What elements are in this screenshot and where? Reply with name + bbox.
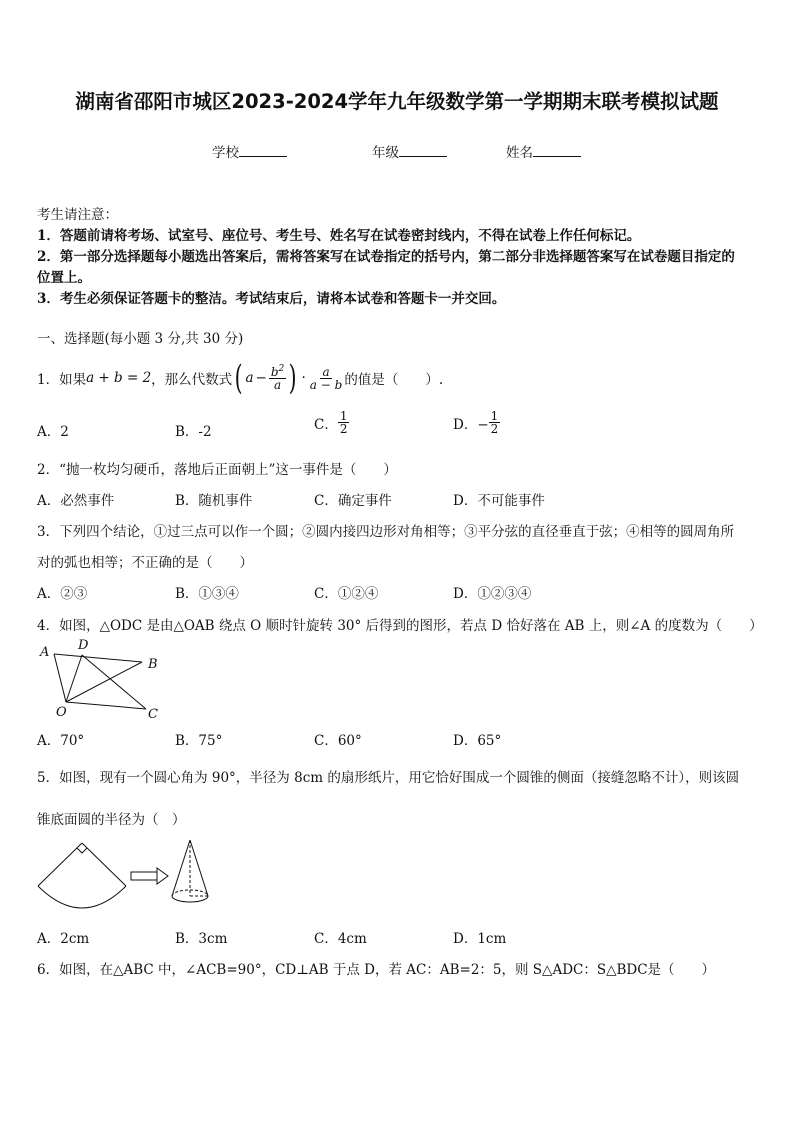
cone-shape <box>172 840 208 902</box>
grade-label: 年级 <box>372 145 399 161</box>
question-5-line-1: 5．如图，现有一个圆心角为 90°，半径为 8cm 的扇形纸片，用它恰好围成一个圆锥的侧面（接缝忽略不计），则该圆 <box>37 770 740 786</box>
q4-option-c[interactable]: C．60° <box>314 733 362 749</box>
q4-figure-lines <box>54 654 146 709</box>
name-blank[interactable] <box>533 144 581 157</box>
grade-field[interactable] <box>372 141 447 161</box>
q1-suffix: 的值是（ ）. <box>344 372 444 388</box>
q1-option-c[interactable] <box>314 410 349 435</box>
q1-option-c-label: C． <box>314 416 338 433</box>
q4-option-a[interactable]: A．70° <box>37 733 85 749</box>
q1-prefix: 1．如果 <box>37 372 87 388</box>
q2-option-c[interactable]: C．确定事件 <box>314 493 392 509</box>
label-a: A <box>40 645 50 660</box>
notice-item: 1．答题前请将考场、试室号、座位号、考生号、姓名写在试卷密封线内，不得在试卷上作任何标记。 <box>37 228 641 244</box>
label-d: D <box>78 638 89 653</box>
q2-option-d[interactable]: D．不可能事件 <box>453 493 545 509</box>
school-blank[interactable] <box>239 144 287 157</box>
label-o: O <box>56 705 67 720</box>
q1-condition: a + b = 2 <box>86 370 152 386</box>
grade-blank[interactable] <box>399 144 447 157</box>
q1-option-d[interactable] <box>453 410 500 435</box>
question-4: 4．如图，△ODC 是由△OAB 绕点 O 顺时针旋转 30° 后得到的图形，若点 D 恰好落在 AB 上，则∠A 的度数为（ ） <box>37 618 763 634</box>
notice-item: 位置上。 <box>37 270 91 286</box>
sector-shape <box>38 843 126 908</box>
q1-option-d-label: D．− <box>453 416 489 433</box>
fraction-denominator: 2 <box>339 422 348 436</box>
question-1 <box>37 356 443 400</box>
q4-option-b[interactable]: B．75° <box>175 733 223 749</box>
fraction-numerator: 1 <box>339 409 348 423</box>
q4-figure <box>34 636 174 726</box>
name-label: 姓名 <box>506 145 533 161</box>
page-title: 湖南省邵阳市城区2023-2024学年九年级数学第一学期期末联考模拟试题 <box>75 90 719 113</box>
fraction-denominator: 2 <box>490 422 499 436</box>
question-5-line-2: 锥底面圆的半径为（ ） <box>37 812 186 828</box>
q3-option-d[interactable]: D．①②③④ <box>453 586 532 602</box>
question-6: 6．如图，在△ABC 中，∠ACB=90°，CD⊥AB 于点 D，若 AC：AB=2：5，则 S△ADC：S△BDC是（ ） <box>37 962 716 978</box>
q3-option-c[interactable]: C．①②④ <box>314 586 379 602</box>
notice-heading: 考生请注意： <box>37 207 118 223</box>
label-c: C <box>148 707 158 722</box>
question-3-line-2: 对的弧也相等；不正确的是（ ） <box>37 555 253 571</box>
q5-option-a[interactable]: A．2cm <box>37 931 90 947</box>
q1-option-a[interactable]: A．2 <box>37 424 69 440</box>
school-label: 学校 <box>212 145 239 161</box>
arrow-icon <box>131 868 168 884</box>
q2-option-b[interactable]: B．随机事件 <box>175 493 253 509</box>
q1-expression: ( a − $\frac{b^2}{a}$ ) · $\frac{a}{a - b}$ <box>234 358 343 398</box>
school-field[interactable] <box>212 141 287 161</box>
fraction-numerator: 1 <box>490 409 499 423</box>
question-3-line-1: 3．下列四个结论，①过三点可以作一个圆；②圆内接四边形对角相等；③平分弦的直径垂直于弦；④相等的圆周角所 <box>37 524 735 540</box>
q5-option-d[interactable]: D．1cm <box>453 931 507 947</box>
label-b: B <box>148 657 158 672</box>
q1-option-b[interactable]: B．-2 <box>175 424 212 440</box>
section-heading: 一、选择题(每小题 3 分,共 30 分) <box>37 331 244 347</box>
q2-option-a[interactable]: A．必然事件 <box>37 493 115 509</box>
q1-mid: ，那么代数式 <box>151 372 233 388</box>
notice-item: 2．第一部分选择题每小题选出答案后，需将答案写在试卷指定的括号内，第二部分非选择题答案写在试卷题目指定的 <box>37 249 735 265</box>
q4-option-d[interactable]: D．65° <box>453 733 502 749</box>
question-2: 2．“抛一枚均匀硬币，落地后正面朝上”这一事件是（ ） <box>37 462 397 478</box>
q3-option-b[interactable]: B．①③④ <box>175 586 239 602</box>
name-field[interactable] <box>506 141 581 161</box>
q3-option-a[interactable]: A．②③ <box>37 586 88 602</box>
q5-figure <box>36 836 216 918</box>
notice-item: 3．考生必须保证答题卡的整洁。考试结束后，请将本试卷和答题卡一并交回。 <box>37 291 506 307</box>
q5-option-b[interactable]: B．3cm <box>175 931 228 947</box>
q5-option-c[interactable]: C．4cm <box>314 931 367 947</box>
